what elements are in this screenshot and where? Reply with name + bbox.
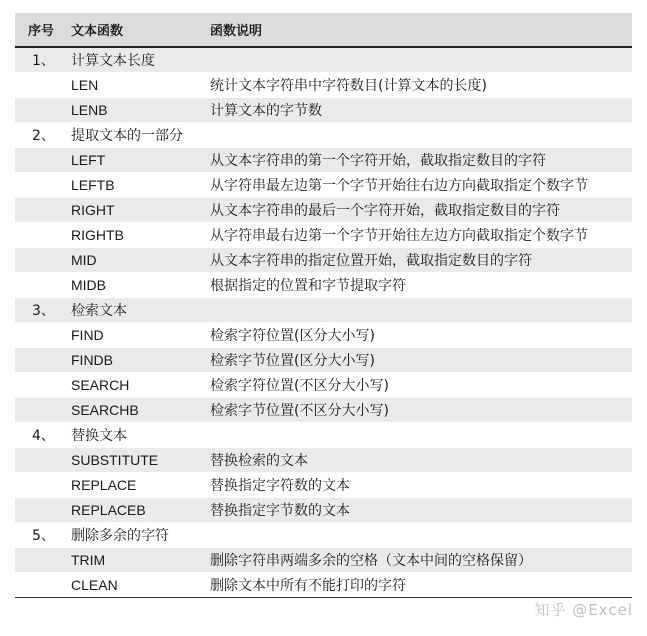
section-title: 计算文本长度: [57, 47, 632, 73]
empty-index-cell: [15, 248, 57, 273]
function-description: 从文本字符串的最后一个字符开始，截取指定数目的字符: [195, 198, 632, 223]
function-description: 检索字符位置(区分大小写): [195, 323, 632, 348]
function-row: [15, 98, 632, 123]
empty-index-cell: [15, 198, 57, 223]
function-description: 删除文本中所有不能打印的字符: [195, 573, 632, 598]
function-row: [15, 473, 632, 498]
section-number: 3、: [15, 298, 57, 323]
function-description: 替换指定字节数的文本: [195, 498, 632, 523]
function-row: [15, 223, 632, 248]
function-description: 删除字符串两端多余的空格（文本中间的空格保留）: [195, 548, 632, 573]
section-title: 删除多余的字符: [57, 523, 632, 548]
text-function-table: [15, 13, 632, 598]
function-description: 从字符串最右边第一个字节开始往左边方向截取指定个数字节: [195, 223, 632, 248]
header-function: 文本函数: [57, 13, 195, 47]
function-row: [15, 373, 632, 398]
empty-index-cell: [15, 223, 57, 248]
function-description: 替换检索的文本: [195, 448, 632, 473]
function-description: 替换指定字符数的文本: [195, 473, 632, 498]
function-description: 从字符串最左边第一个字节开始往右边方向截取指定个数字节: [195, 173, 632, 198]
section-title: 检索文本: [57, 298, 632, 323]
function-row: [15, 448, 632, 473]
section-row: [15, 523, 632, 548]
empty-index-cell: [15, 148, 57, 173]
empty-index-cell: [15, 473, 57, 498]
function-description: 从文本字符串的指定位置开始，截取指定数目的字符: [195, 248, 632, 273]
function-row: [15, 273, 632, 298]
empty-index-cell: [15, 98, 57, 123]
function-name: RIGHTB: [57, 223, 195, 248]
empty-index-cell: [15, 323, 57, 348]
header-index: 序号: [15, 13, 57, 47]
function-description: 计算文本的字节数: [195, 98, 632, 123]
function-name: LEFTB: [57, 173, 195, 198]
empty-index-cell: [15, 273, 57, 298]
empty-index-cell: [15, 548, 57, 573]
function-description: 根据指定的位置和字节提取字符: [195, 273, 632, 298]
function-row: [15, 173, 632, 198]
function-name: FIND: [57, 323, 195, 348]
function-row: [15, 498, 632, 523]
function-name: LEN: [57, 73, 195, 98]
section-row: [15, 47, 632, 73]
function-description: 检索字符位置(不区分大小写): [195, 373, 632, 398]
header-description: 函数说明: [195, 13, 632, 47]
empty-index-cell: [15, 73, 57, 98]
section-number: 5、: [15, 523, 57, 548]
function-description: 从文本字符串的第一个字符开始，截取指定数目的字符: [195, 148, 632, 173]
function-name: REPLACEB: [57, 498, 195, 523]
function-description: 检索字节位置(区分大小写): [195, 348, 632, 373]
function-row: [15, 348, 632, 373]
function-name: MIDB: [57, 273, 195, 298]
empty-index-cell: [15, 398, 57, 423]
function-name: LEFT: [57, 148, 195, 173]
section-title: 提取文本的一部分: [57, 123, 632, 148]
function-description: 统计文本字符串中字符数目(计算文本的长度): [195, 73, 632, 98]
section-number: 1、: [15, 47, 57, 73]
function-row: [15, 73, 632, 98]
table-header-row: [15, 13, 632, 47]
section-title: 替换文本: [57, 423, 632, 448]
function-name: SEARCH: [57, 373, 195, 398]
empty-index-cell: [15, 173, 57, 198]
function-name: RIGHT: [57, 198, 195, 223]
empty-index-cell: [15, 573, 57, 598]
empty-index-cell: [15, 448, 57, 473]
section-row: [15, 423, 632, 448]
empty-index-cell: [15, 373, 57, 398]
function-description: 检索字节位置(不区分大小写): [195, 398, 632, 423]
empty-index-cell: [15, 498, 57, 523]
function-table-container: [15, 13, 632, 598]
function-row: [15, 573, 632, 598]
function-name: MID: [57, 248, 195, 273]
watermark-text: 知乎 @Excel: [534, 601, 633, 619]
function-name: SUBSTITUTE: [57, 448, 195, 473]
function-name: SEARCHB: [57, 398, 195, 423]
function-row: [15, 148, 632, 173]
function-row: [15, 248, 632, 273]
function-name: FINDB: [57, 348, 195, 373]
section-row: [15, 123, 632, 148]
section-row: [15, 298, 632, 323]
function-row: [15, 398, 632, 423]
function-name: TRIM: [57, 548, 195, 573]
function-name: CLEAN: [57, 573, 195, 598]
function-name: LENB: [57, 98, 195, 123]
function-row: [15, 548, 632, 573]
section-number: 4、: [15, 423, 57, 448]
function-name: REPLACE: [57, 473, 195, 498]
function-row: [15, 323, 632, 348]
table-body: [15, 47, 632, 598]
function-row: [15, 198, 632, 223]
empty-index-cell: [15, 348, 57, 373]
section-number: 2、: [15, 123, 57, 148]
